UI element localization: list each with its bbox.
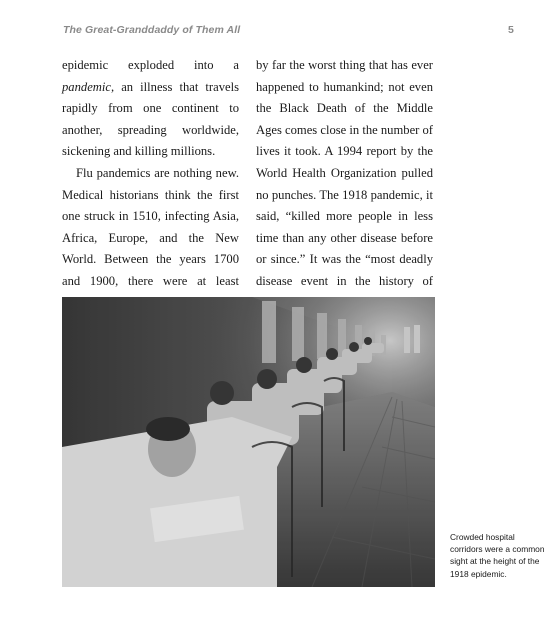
left-paragraph-2: Flu pandemics are nothing new. Medical historians think the first one struck in 1510, infecting Asia, Africa, Europe, and the New World. Between the years 1700 and 1900, there were at least (62, 165, 239, 288)
hospital-corridor-photo (62, 297, 435, 587)
left-paragraph-1 (62, 55, 239, 163)
page-header (0, 0, 560, 52)
page-number: 5 (508, 24, 514, 36)
p1-text-start: epidemic exploded into a (62, 58, 239, 72)
photo-caption: Crowded hospital corridors were a common sight at the height of the 1918 epidemic. (450, 532, 545, 579)
p1-text-end: an illness that travels rapidly from one continent to another, spreading worldwide, sickening and killing millions. (62, 79, 239, 159)
running-head: The Great-Granddaddy of Them All (63, 24, 241, 36)
right-paragraph-1-text: by far the worst thing that has ever happened to humankind; not even the Black Death of the Middle Ages comes close in the number of lives it took. A 1994 report by the World Health Organization pulled no punches. The 1918 pandemic, it said, “killed more people in less time than any other disease before or since.” It was the “most deadly disease event in the history of (256, 58, 433, 288)
pandemic-term: pandemic, (62, 79, 115, 94)
